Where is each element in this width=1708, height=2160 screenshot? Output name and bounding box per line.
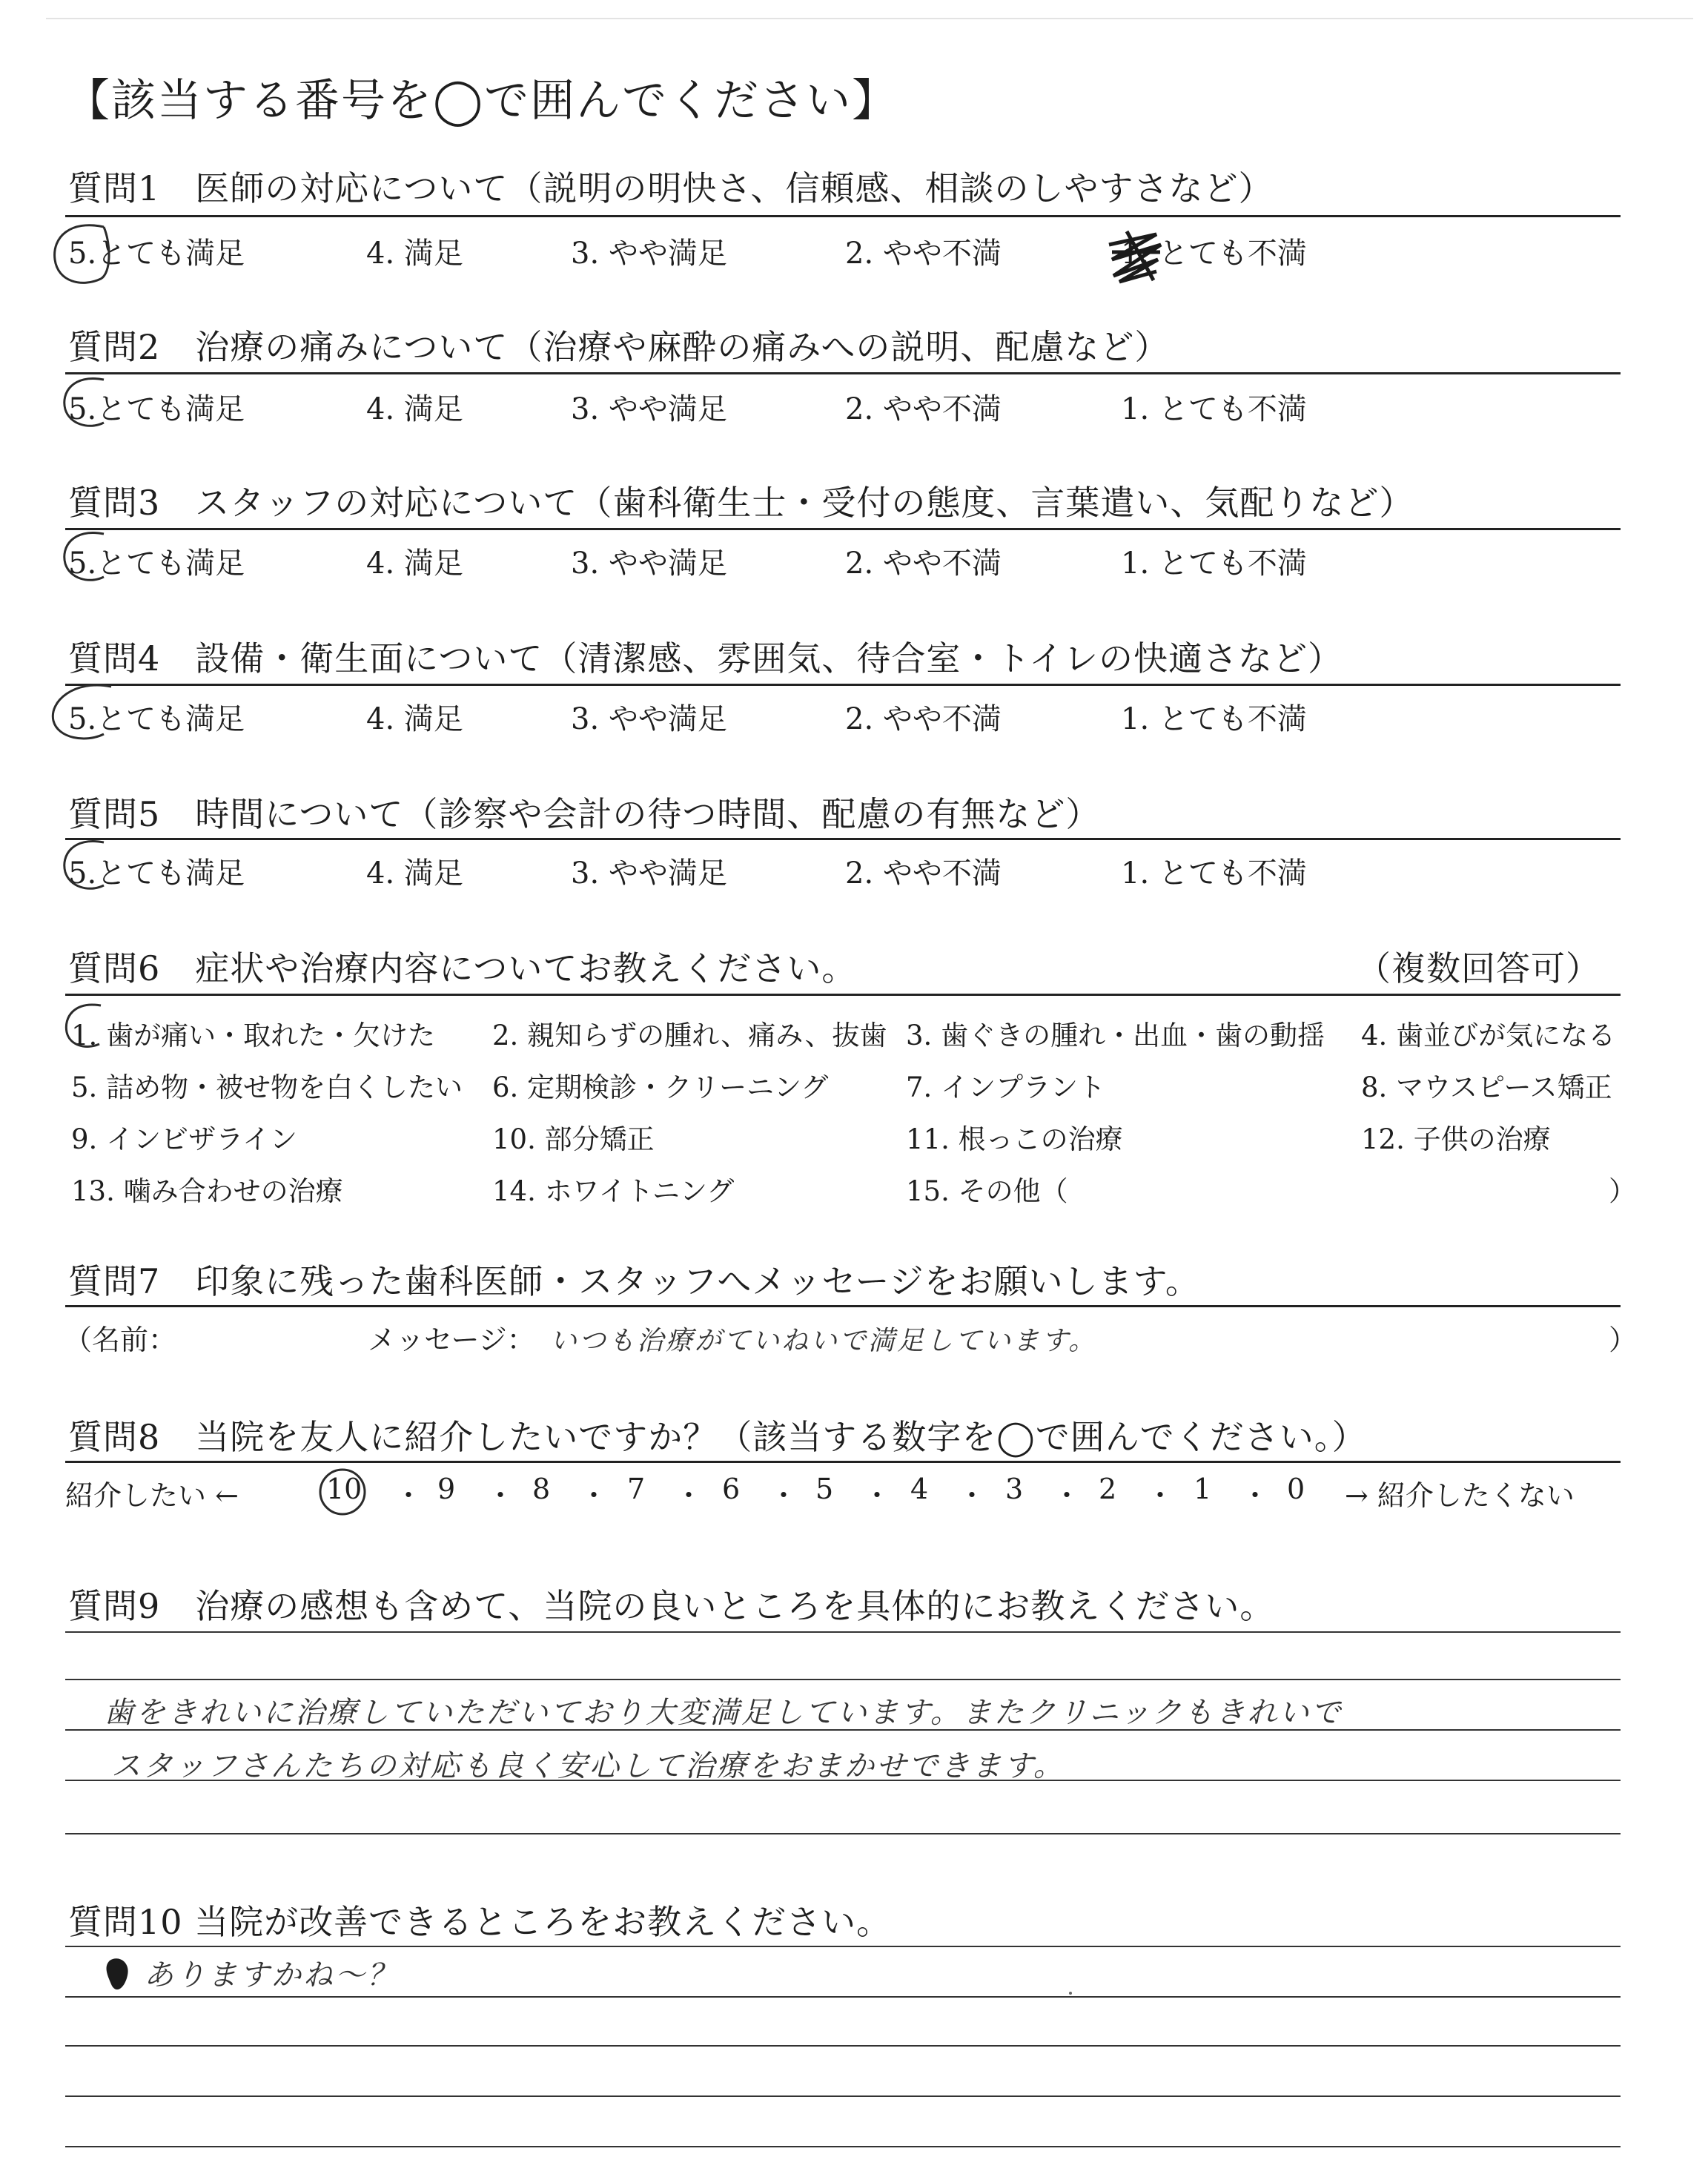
- q10-answer-handwritten[interactable]: ありますかね〜？: [144, 1958, 399, 1992]
- q2-option-4[interactable]: 4. 満足: [366, 392, 463, 426]
- question-9-heading: 質問9 治療の感想も含めて、当院の良いところを具体的にお教えください。: [68, 1586, 1275, 1626]
- q9-answer-handwritten-1[interactable]: 歯をきれいに治療していただいており大変満足しています。またクリニックもきれいで: [104, 1696, 1343, 1730]
- q10-answer-line: [65, 2146, 1621, 2147]
- q6-option-13[interactable]: 13. 噛み合わせの治療: [71, 1175, 343, 1207]
- q8-dot: ・: [1241, 1479, 1270, 1512]
- q3-option-4[interactable]: 4. 満足: [366, 546, 463, 581]
- q6-close-paren: ）: [1609, 1175, 1636, 1207]
- question-8-heading: 質問8 当院を友人に紹介したいですか？（該当する数字を◯で囲んでください。）: [68, 1417, 1367, 1457]
- question-10-heading: 質問10 当院が改善できるところをお教えください。: [68, 1902, 892, 1942]
- q8-dot: ・: [675, 1479, 704, 1512]
- q8-right-label: → 紹介したくない: [1345, 1479, 1575, 1512]
- question-2-heading: 質問2 治療の痛みについて（治療や麻酔の痛みへの説明、配慮など）: [68, 327, 1170, 367]
- q4-option-5[interactable]: 5.とても満足: [68, 702, 245, 736]
- question-8-rule: [65, 1461, 1621, 1463]
- q8-scale-8[interactable]: 8: [532, 1473, 551, 1505]
- q3-option-5[interactable]: 5.とても満足: [68, 546, 245, 581]
- q2-option-5[interactable]: 5.とても満足: [68, 392, 245, 426]
- question-5-rule: [65, 838, 1621, 840]
- q8-dot: ・: [958, 1479, 987, 1512]
- q8-scale-0[interactable]: 0: [1287, 1473, 1305, 1505]
- question-2-rule: [65, 372, 1621, 374]
- q3-option-3[interactable]: 3. やや満足: [571, 546, 727, 581]
- q6-option-1[interactable]: 1. 歯が痛い・取れた・欠けた: [71, 1020, 436, 1051]
- q1-option-4[interactable]: 4. 満足: [366, 237, 463, 271]
- question-7-heading: 質問7 印象に残った歯科医師・スタッフへメッセージをお願いします。: [68, 1261, 1200, 1301]
- q8-scale-3[interactable]: 3: [1005, 1473, 1024, 1505]
- q6-option-3[interactable]: 3. 歯ぐきの腫れ・出血・歯の動揺: [906, 1020, 1325, 1051]
- q8-dot: ・: [863, 1479, 892, 1512]
- q5-option-3[interactable]: 3. やや満足: [571, 856, 727, 891]
- q3-option-1[interactable]: 1. とても不満: [1121, 546, 1307, 581]
- q8-dot: ・: [1146, 1479, 1175, 1512]
- q6-option-8[interactable]: 8. マウスピース矯正: [1361, 1071, 1612, 1103]
- q8-scale-5[interactable]: 5: [815, 1473, 834, 1505]
- question-3-rule: [65, 528, 1621, 530]
- q6-option-14[interactable]: 14. ホワイトニング: [492, 1175, 735, 1207]
- q4-option-2[interactable]: 2. やや不満: [845, 702, 1002, 736]
- q10-answer-line: [65, 2045, 1621, 2047]
- q9-answer-line: [65, 1631, 1621, 1633]
- q8-scale-4[interactable]: 4: [910, 1473, 929, 1505]
- q8-dot: ・: [580, 1479, 609, 1512]
- q9-answer-line: [65, 1833, 1621, 1834]
- question-5-heading: 質問5 時間について（診察や会計の待つ時間、配慮の有無など）: [68, 794, 1101, 834]
- question-6-note: （複数回答可）: [1357, 948, 1601, 988]
- q4-option-1[interactable]: 1. とても不満: [1121, 702, 1307, 736]
- question-7-rule: [65, 1305, 1621, 1307]
- question-1-rule: [65, 215, 1621, 217]
- q6-option-7[interactable]: 7. インプラント: [906, 1071, 1106, 1103]
- q10-answer-line: [65, 2095, 1621, 2097]
- q6-option-5[interactable]: 5. 詰め物・被せ物を白くしたい: [71, 1071, 463, 1103]
- q5-option-1[interactable]: 1. とても不満: [1121, 856, 1307, 891]
- q6-option-11[interactable]: 11. 根っこの治療: [906, 1123, 1123, 1155]
- q1-option-5[interactable]: 5.とても満足: [68, 237, 245, 271]
- question-4-heading: 質問4 設備・衛生面について（清潔感、雰囲気、待合室・トイレの快適さなど）: [68, 638, 1343, 678]
- q1-option-3[interactable]: 3. やや満足: [571, 237, 727, 271]
- q6-option-10[interactable]: 10. 部分矯正: [492, 1123, 655, 1155]
- q8-scale-9[interactable]: 9: [437, 1473, 456, 1505]
- q8-dot: ・: [769, 1479, 798, 1512]
- q3-option-2[interactable]: 2. やや不満: [845, 546, 1002, 581]
- q7-message-label: メッセージ：: [368, 1324, 535, 1356]
- q5-option-4[interactable]: 4. 満足: [366, 856, 463, 891]
- q7-close-paren: ）: [1609, 1324, 1638, 1356]
- q5-option-5[interactable]: 5.とても満足: [68, 856, 245, 891]
- q1-option-2[interactable]: 2. やや不満: [845, 237, 1002, 271]
- q2-option-2[interactable]: 2. やや不満: [845, 392, 1002, 426]
- q9-answer-handwritten-2[interactable]: スタッフさんたちの対応も良く安心して治療をおまかせできます。: [111, 1749, 1065, 1783]
- q6-option-15[interactable]: 15. その他（: [906, 1175, 1068, 1207]
- q8-dot: ・: [1053, 1479, 1082, 1512]
- q10-answer-line: [65, 1946, 1621, 1947]
- q6-option-12[interactable]: 12. 子供の治療: [1361, 1123, 1551, 1155]
- question-1-heading: 質問1 医師の対応について（説明の明快さ、信頼感、相談のしやすさなど）: [68, 168, 1274, 208]
- q8-scale-1[interactable]: 1: [1194, 1473, 1212, 1505]
- q8-dot: ・: [394, 1479, 423, 1512]
- q2-option-3[interactable]: 3. やや満足: [571, 392, 727, 426]
- q8-scale-6[interactable]: 6: [722, 1473, 741, 1505]
- q4-option-3[interactable]: 3. やや満足: [571, 702, 727, 736]
- q8-scale-7[interactable]: 7: [627, 1473, 646, 1505]
- page-title: 【該当する番号を◯で囲んでください】: [65, 75, 898, 127]
- q7-name-label: （名前：: [64, 1324, 177, 1356]
- q2-option-1[interactable]: 1. とても不満: [1121, 392, 1307, 426]
- q8-dot: ・: [486, 1479, 515, 1512]
- q1-option-1[interactable]: 1. とても不満: [1121, 237, 1307, 271]
- q6-option-9[interactable]: 9. インビザライン: [71, 1123, 297, 1155]
- question-4-rule: [65, 684, 1621, 686]
- question-6-rule: [65, 994, 1621, 996]
- q8-left-label: 紹介したい ←: [65, 1479, 239, 1512]
- q4-option-4[interactable]: 4. 満足: [366, 702, 463, 736]
- q8-scale-10[interactable]: 10: [326, 1473, 363, 1505]
- page-top-edge: [46, 18, 1693, 19]
- q7-message-handwritten[interactable]: いつも治療がていねいで満足しています。: [550, 1326, 1098, 1356]
- q10-answer-line: [65, 1996, 1621, 1998]
- q5-option-2[interactable]: 2. やや不満: [845, 856, 1002, 891]
- q10-filled-mark: [107, 1958, 128, 1989]
- question-3-heading: 質問3 スタッフの対応について（歯科衛生士・受付の態度、言葉遣い、気配りなど）: [68, 483, 1414, 523]
- q8-scale-2[interactable]: 2: [1099, 1473, 1117, 1505]
- q6-option-2[interactable]: 2. 親知らずの腫れ、痛み、抜歯: [492, 1020, 887, 1051]
- question-6-heading: 質問6 症状や治療内容についてお教えください。: [68, 948, 857, 988]
- q6-option-6[interactable]: 6. 定期検診・クリーニング: [492, 1071, 829, 1103]
- q6-option-4[interactable]: 4. 歯並びが気になる: [1361, 1020, 1616, 1051]
- q9-answer-line: [65, 1679, 1621, 1680]
